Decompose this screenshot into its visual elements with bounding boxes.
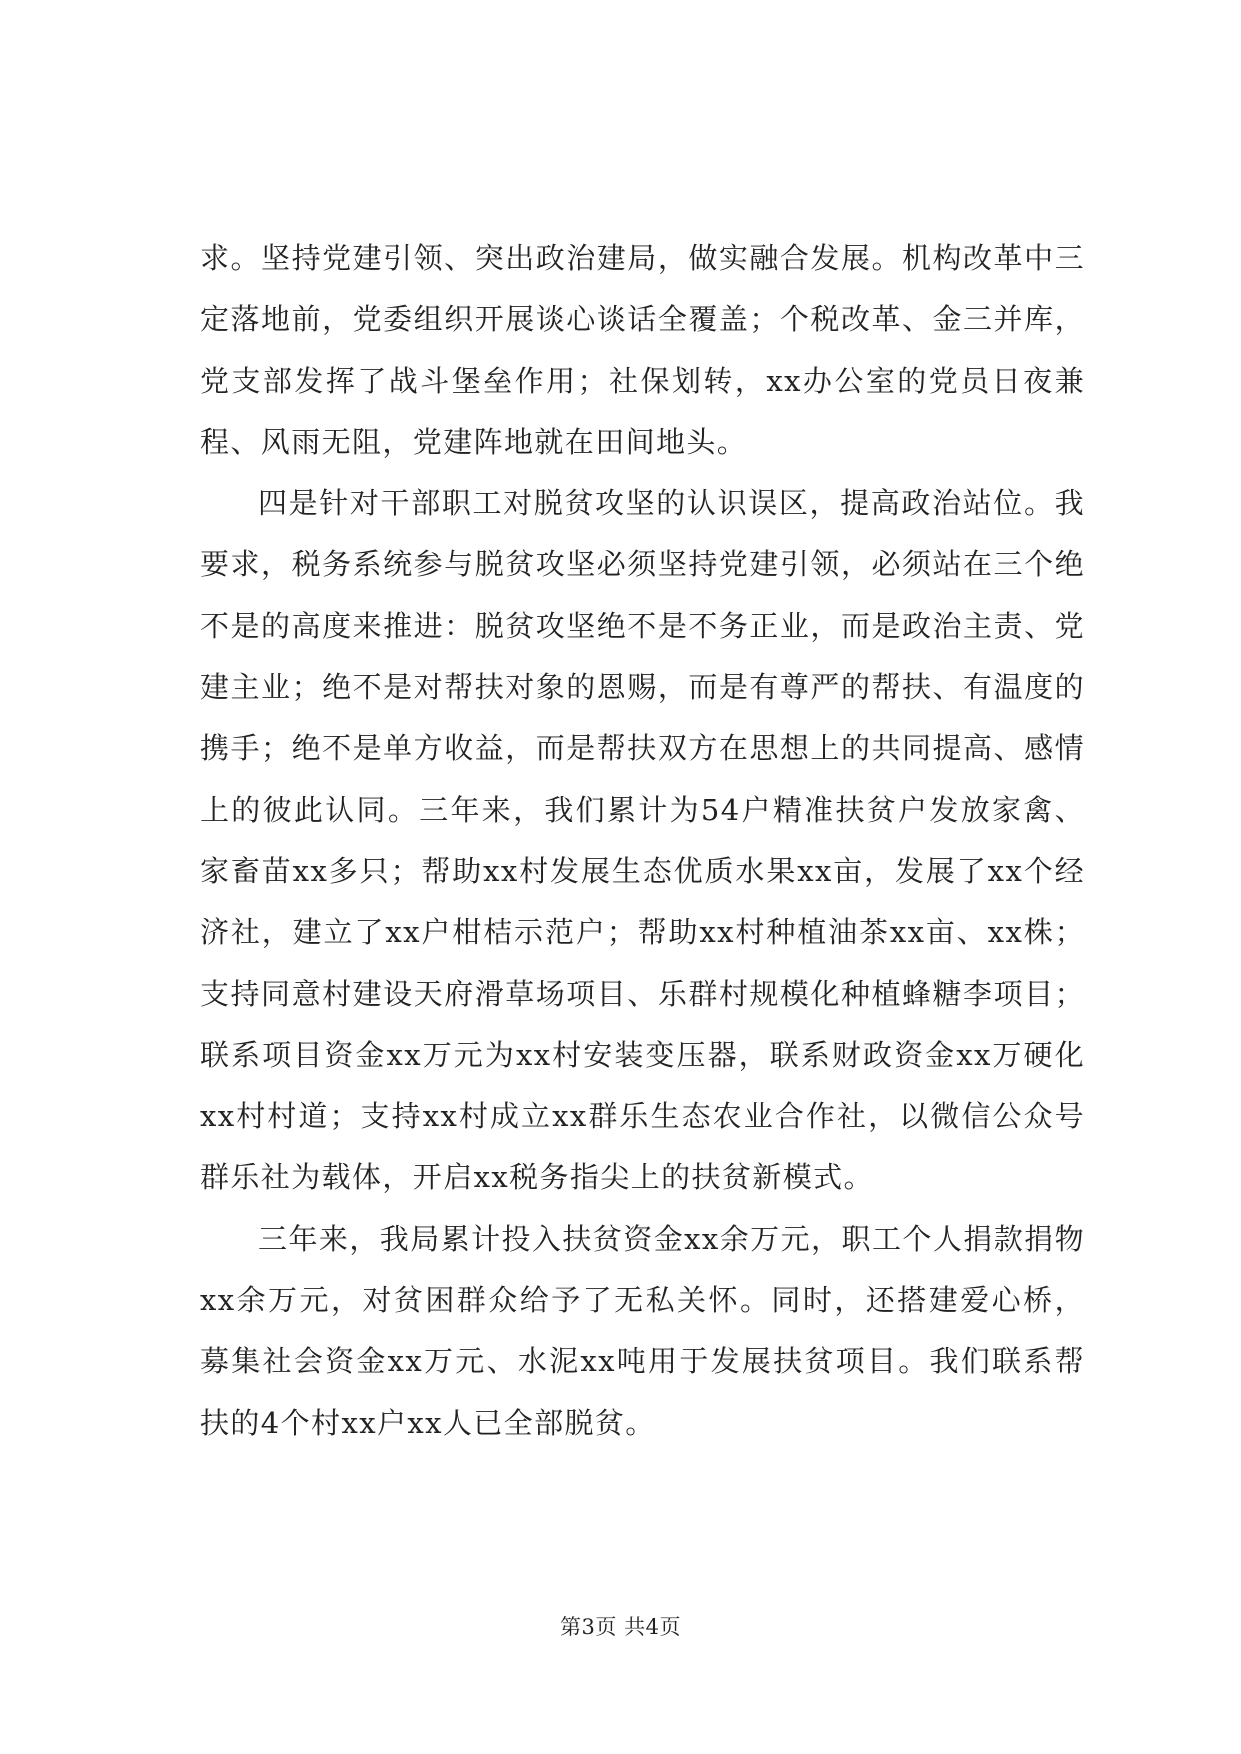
paragraph-poverty-alleviation: 四是针对干部职工对脱贫攻坚的认识误区，提高政治站位。我要求，税务系统参与脱贫攻坚必须坚持党建引领，必须站在三个绝不是的高度来推进：脱贫攻坚绝不是不务正业，而是政治主责、党建主业；绝不是对帮扶对象的恩赐，而是有尊严的帮扶、有温度的携手；绝不是单方收益，而是帮扶双方在思想上的共同提高、感情上的彼此认同。三年来，我们累计为54户精准扶贫户发放家禽、家畜苗xx多只；帮助xx村发展生态优质水果xx亩，发展了xx个经济社，建立了xx户柑桔示范户；帮助xx村种植油茶xx亩、xx株；支持同意村建设天府滑草场项目、乐群村规模化种植蜂糖李项目；联系项目资金xx万元为xx村安装变压器，联系财政资金xx万硬化xx村村道；支持xx村成立xx群乐生态农业合作社，以微信公众号群乐社为载体，开启xx税务指尖上的扶贫新模式。 — [200, 486, 1085, 1195]
page-number-footer: 第3页 共4页 — [560, 1615, 681, 1639]
document-body — [200, 228, 1085, 1454]
paragraph-continuation: 求。坚持党建引领、突出政治建局，做实融合发展。机构改革中三定落地前，党委组织开展谈心谈话全覆盖；个税改革、金三并库，党支部发挥了战斗堡垒作用；社保划转，xx办公室的党员日夜兼程、风雨无阻，党建阵地就在田间地头。 — [200, 241, 1085, 459]
paragraph-three-years-summary: 三年来，我局累计投入扶贫资金xx余万元，职工个人捐款捐物xx余万元，对贫困群众给予了无私关怀。同时，还搭建爱心桥，募集社会资金xx万元、水泥xx吨用于发展扶贫项目。我们联系帮扶的4个村xx户xx人已全部脱贫。 — [200, 1221, 1085, 1440]
